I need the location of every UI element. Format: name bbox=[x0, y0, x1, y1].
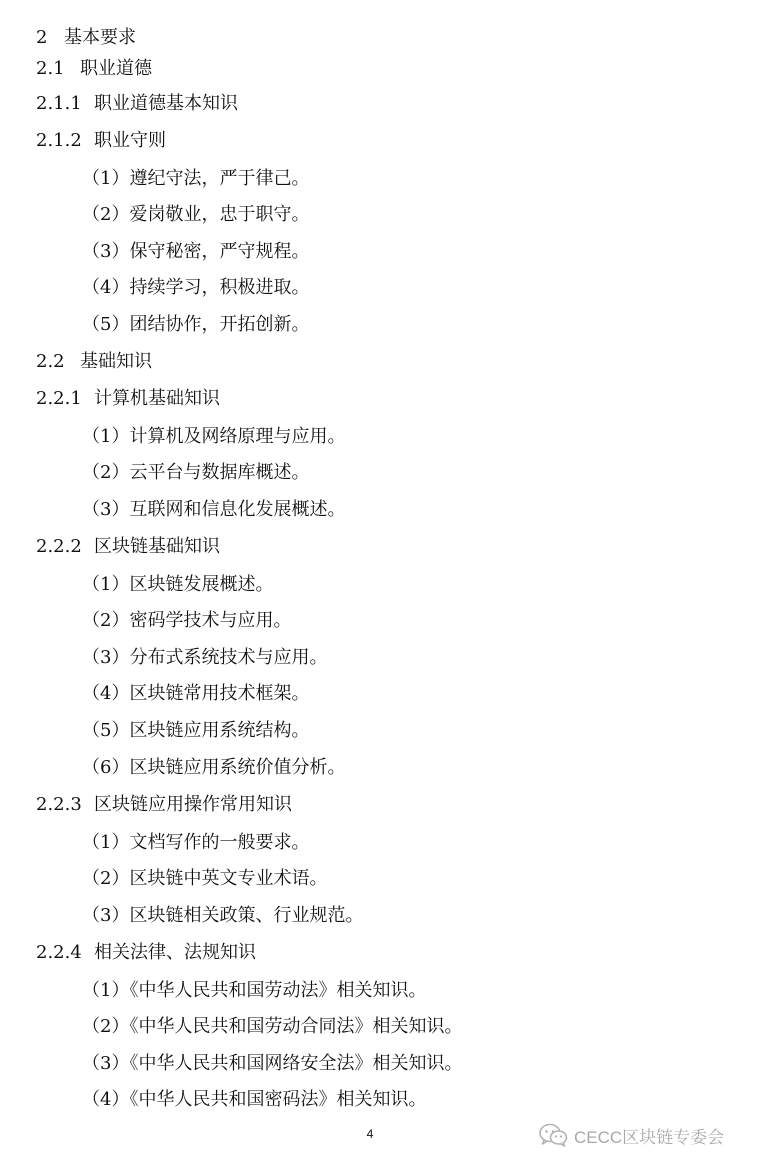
list-item: （5）团结协作，开拓创新。 bbox=[82, 314, 310, 335]
list-item: （4）区块链常用技术框架。 bbox=[82, 683, 310, 704]
list-item: （2）密码学技术与应用。 bbox=[82, 610, 292, 631]
section-title: 基本要求 bbox=[64, 27, 136, 48]
list-item: （1）区块链发展概述。 bbox=[82, 574, 274, 595]
section-heading bbox=[36, 350, 152, 374]
list-item: （3）互联网和信息化发展概述。 bbox=[82, 499, 346, 520]
list-item: （2）《中华人民共和国劳动合同法》相关知识。 bbox=[82, 1016, 463, 1037]
list-item: （1）计算机及网络原理与应用。 bbox=[82, 426, 346, 447]
section-title: 区块链应用操作常用知识 bbox=[94, 794, 292, 815]
list-item: （2）云平台与数据库概述。 bbox=[82, 462, 310, 483]
section-number: 2.2.1 bbox=[36, 388, 82, 409]
wechat-icon bbox=[538, 1122, 568, 1148]
list-item: （3）保守秘密，严守规程。 bbox=[82, 241, 310, 262]
list-item: （2）区块链中英文专业术语。 bbox=[82, 868, 328, 889]
section-heading bbox=[36, 793, 292, 817]
list-item: （5）区块链应用系统结构。 bbox=[82, 720, 310, 741]
section-title: 职业道德基本知识 bbox=[94, 93, 238, 114]
list-item: （1）文档写作的一般要求。 bbox=[82, 832, 310, 853]
section-title: 相关法律、法规知识 bbox=[94, 942, 256, 963]
section-title: 区块链基础知识 bbox=[94, 536, 220, 557]
list-item: （4）持续学习，积极进取。 bbox=[82, 277, 310, 298]
section-number: 2.2.4 bbox=[36, 942, 82, 963]
section-title: 职业守则 bbox=[94, 130, 166, 151]
page-number: 4 bbox=[366, 1127, 374, 1141]
section-number: 2.1.1 bbox=[36, 93, 82, 114]
list-item: （2）爱岗敬业，忠于职守。 bbox=[82, 204, 310, 225]
section-heading bbox=[36, 92, 238, 116]
section-number: 2.2.3 bbox=[36, 794, 82, 815]
section-title: 计算机基础知识 bbox=[94, 388, 220, 409]
watermark bbox=[538, 1120, 724, 1150]
list-item: （1）《中华人民共和国劳动法》相关知识。 bbox=[82, 980, 427, 1001]
section-number: 2.1.2 bbox=[36, 130, 82, 151]
section-heading bbox=[36, 941, 256, 965]
section-number: 2.2.2 bbox=[36, 536, 82, 557]
list-item: （3）《中华人民共和国网络安全法》相关知识。 bbox=[82, 1053, 463, 1074]
watermark-text: CECC区块链专委会 bbox=[574, 1127, 725, 1147]
list-item: （3）区块链相关政策、行业规范。 bbox=[82, 905, 364, 926]
list-item: （1）遵纪守法，严于律己。 bbox=[82, 168, 310, 189]
list-item: （6）区块链应用系统价值分析。 bbox=[82, 757, 346, 778]
section-title: 基础知识 bbox=[80, 351, 152, 372]
list-item: （4）《中华人民共和国密码法》相关知识。 bbox=[82, 1089, 427, 1110]
section-title: 职业道德 bbox=[80, 58, 152, 79]
section-number: 2.1 bbox=[36, 58, 65, 79]
section-heading bbox=[36, 387, 220, 411]
section-heading bbox=[36, 129, 166, 153]
section-number: 2.2 bbox=[36, 351, 65, 372]
section-number: 2 bbox=[36, 27, 48, 48]
section-heading bbox=[36, 26, 136, 50]
list-item: （3）分布式系统技术与应用。 bbox=[82, 647, 328, 668]
section-heading bbox=[36, 57, 152, 81]
section-heading bbox=[36, 535, 220, 559]
